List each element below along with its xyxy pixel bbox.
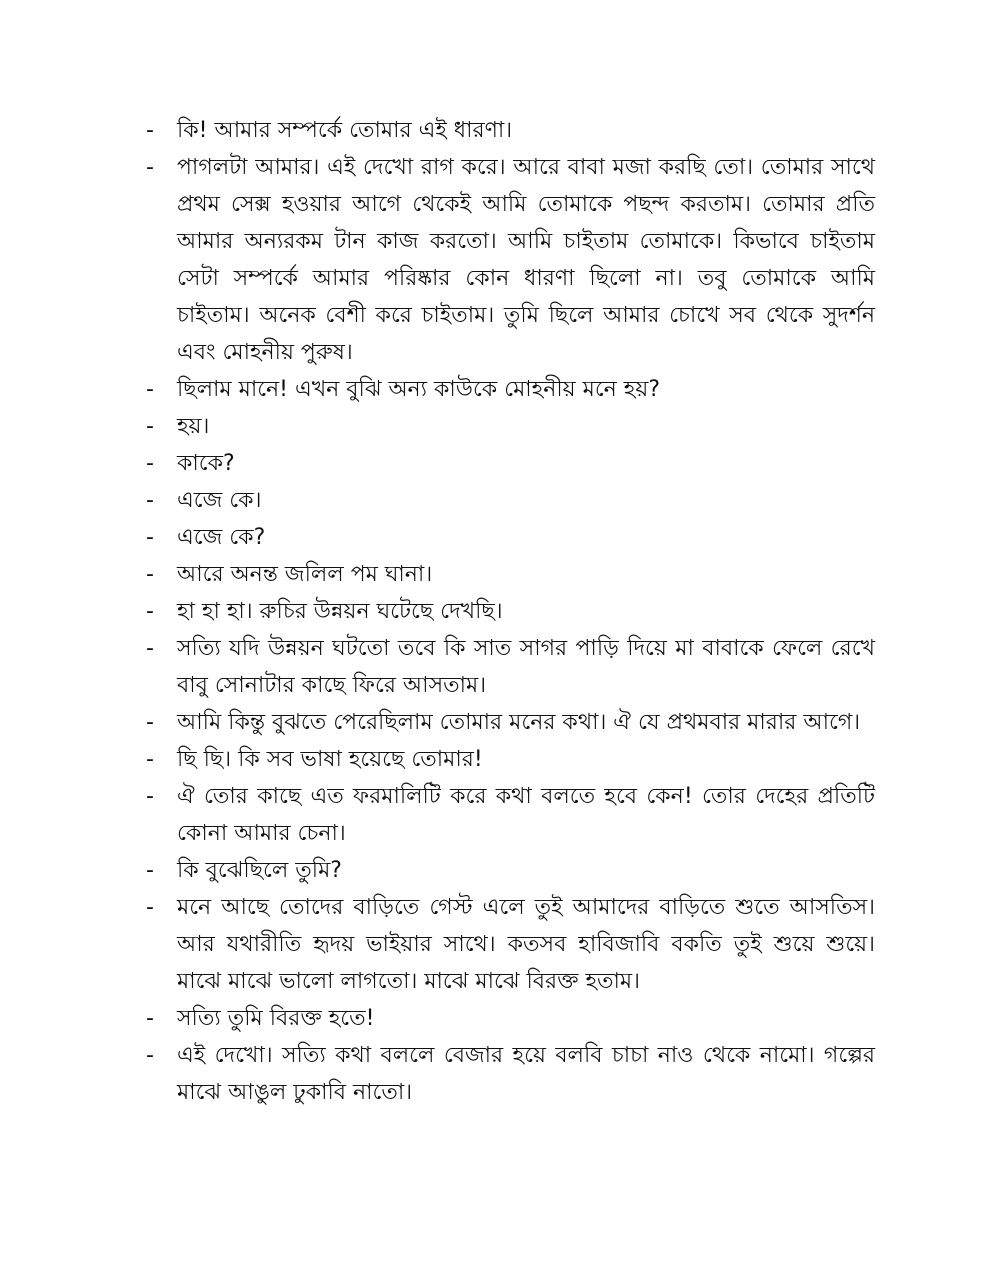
dialogue-text: আরে অনন্ত জলিল পম ঘানা।: [177, 562, 433, 587]
dialogue-line: [140, 1037, 875, 1111]
dash-marker: -: [146, 562, 154, 587]
dash-marker: -: [146, 784, 154, 809]
dialogue-text: ছিলাম মানে! এখন বুঝি অন্য কাউকে মোহনীয় মনে হয়?: [177, 377, 660, 402]
dialogue-line: [140, 408, 875, 445]
dialogue-line: [140, 482, 875, 519]
dialogue-text: সত্যি যদি উন্নয়ন ঘটতো তবে কি সাত সাগর পাড়ি দিয়ে মা বাবাকে ফেলে রেখে বাবু সোনাটার কাছে ফিরে আসতাম।: [177, 636, 875, 698]
dash-marker: -: [146, 599, 154, 624]
dialogue-line: [140, 371, 875, 408]
dialogue-line: [140, 741, 875, 778]
dialogue-text: আমি কিন্তু বুঝতে পেরেছিলাম তোমার মনের কথা। ঐ যে প্রথমবার মারার আগে।: [177, 710, 861, 735]
dialogue-text: এই দেখো। সত্যি কথা বললে বেজার হয়ে বলবি চাচা নাও থেকে নামো। গল্পের মাঝে আঙুল ঢুকাবি নাতো।: [177, 1043, 875, 1105]
dash-marker: -: [146, 525, 154, 550]
dialogue-text: সত্যি তুমি বিরক্ত হতে!: [177, 1006, 375, 1031]
dialogue-line: [140, 556, 875, 593]
dash-marker: -: [146, 636, 154, 661]
dialogue-line: [140, 630, 875, 704]
dash-marker: -: [146, 747, 154, 772]
dialogue-line: [140, 519, 875, 556]
dialogue-text: হা হা হা। রুচির উন্নয়ন ঘটেছে দেখছি।: [177, 599, 503, 624]
dialogue-text: পাগলটা আমার। এই দেখো রাগ করে। আরে বাবা মজা করছি তো। তোমার সাথে প্রথম সেক্স হওয়ার আগে থেকেই আমি তোমাকে পছন্দ করতাম। তোমার প্রতি আমার অন্যরকম টান কাজ করতো। আমি চাইতাম তোমাকে। কিভাবে চাইতাম সেটা সম্পর্কে আমার পরিষ্কার কোন ধারণা ছিলো না। তবু তোমাকে আমি চাইতাম। অনেক বেশী করে চাইতাম। তুমি ছিলে আমার চোখে সব থেকে সুদর্শন এবং মোহনীয় পুরুষ।: [177, 155, 875, 365]
dialogue-text: ছি ছি। কি সব ভাষা হয়েছে তোমার!: [177, 747, 483, 772]
dialogue-line: [140, 852, 875, 889]
dialogue-line: [140, 889, 875, 1000]
dialogue-line: [140, 149, 875, 371]
dialogue-text: এজে কে?: [177, 525, 266, 550]
dash-marker: -: [146, 451, 154, 476]
dash-marker: -: [146, 488, 154, 513]
dash-marker: -: [146, 377, 154, 402]
dash-marker: -: [146, 118, 154, 143]
dialogue-line: [140, 593, 875, 630]
dialogue-line: [140, 112, 875, 149]
dialogue-text: কি বুঝেছিলে তুমি?: [177, 858, 342, 883]
dialogue-list: [140, 112, 875, 1111]
dialogue-text: ঐ তোর কাছে এত ফরমালিটি করে কথা বলতে হবে কেন! তোর দেহের প্রতিটি কোনা আমার চেনা।: [177, 784, 875, 846]
dialogue-text: এজে কে।: [177, 488, 262, 513]
dialogue-text: কি! আমার সম্পর্কে তোমার এই ধারণা।: [177, 118, 513, 143]
dialogue-text: মনে আছে তোদের বাড়িতে গেস্ট এলে তুই আমাদের বাড়িতে শুতে আসতিস। আর যথারীতি হৃদয় ভাইয়ার সাথে। কতসব হাবিজাবি বকতি তুই শুয়ে শুয়ে। মাঝে মাঝে ভালো লাগতো। মাঝে মাঝে বিরক্ত হতাম।: [177, 895, 875, 994]
dialogue-text: কাকে?: [177, 451, 235, 476]
dash-marker: -: [146, 710, 154, 735]
dash-marker: -: [146, 858, 154, 883]
dash-marker: -: [146, 1043, 154, 1068]
dash-marker: -: [146, 155, 154, 180]
dialogue-line: [140, 704, 875, 741]
dialogue-line: [140, 1000, 875, 1037]
dash-marker: -: [146, 895, 154, 920]
dialogue-line: [140, 445, 875, 482]
dialogue-text: হয়।: [177, 414, 210, 439]
dash-marker: -: [146, 1006, 154, 1031]
dash-marker: -: [146, 414, 154, 439]
dialogue-line: [140, 778, 875, 852]
